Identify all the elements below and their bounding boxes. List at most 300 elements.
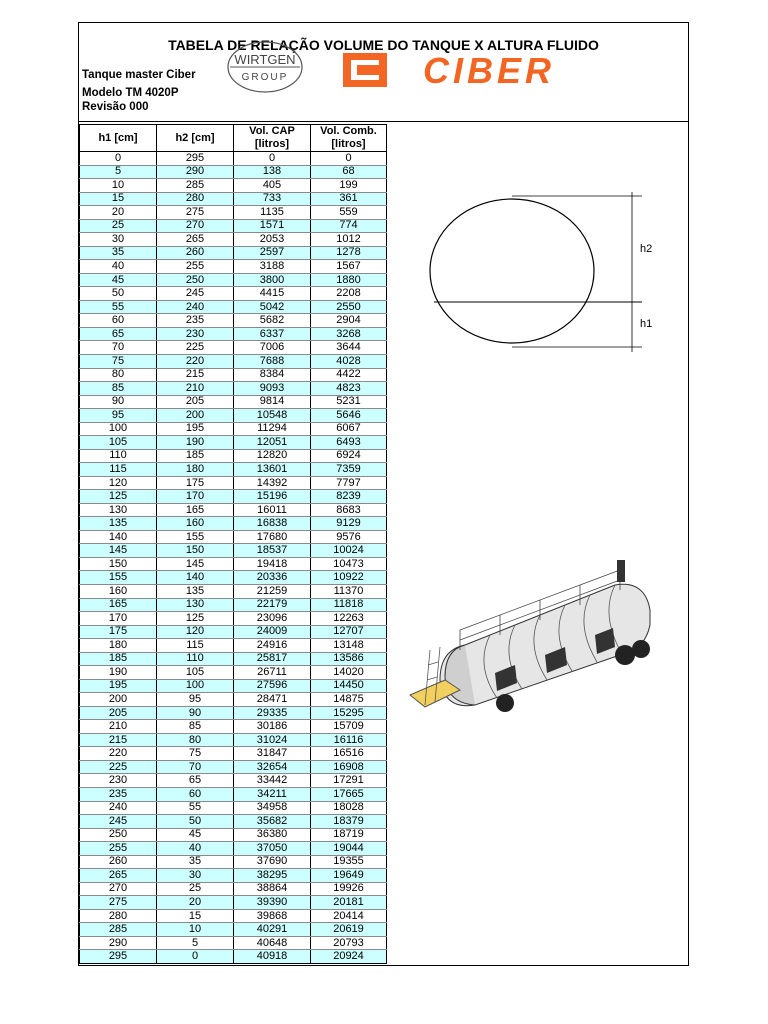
vol-cap-cell: 7688 <box>234 354 311 368</box>
h1-cell: 30 <box>80 233 157 247</box>
table-row <box>80 869 387 883</box>
vol-cap-cell: 3800 <box>234 273 311 287</box>
vol-comb-cell: 10922 <box>311 571 387 585</box>
h2-cell: 200 <box>157 409 234 423</box>
vol-cap-cell: 4415 <box>234 287 311 301</box>
table-row <box>80 354 387 368</box>
table-row <box>80 463 387 477</box>
vol-comb-cell: 559 <box>311 206 387 220</box>
header-h2: h2 [cm] <box>157 125 234 152</box>
vol-comb-cell: 19044 <box>311 842 387 856</box>
vol-comb-cell: 6067 <box>311 422 387 436</box>
h2-cell: 110 <box>157 652 234 666</box>
vol-comb-cell: 1278 <box>311 246 387 260</box>
h1-cell: 120 <box>80 476 157 490</box>
vol-cap-cell: 18537 <box>234 544 311 558</box>
h2-cell: 255 <box>157 260 234 274</box>
tank-model: Modelo TM 4020P <box>82 87 179 99</box>
table-row <box>80 300 387 314</box>
h1-cell: 65 <box>80 327 157 341</box>
table-row <box>80 693 387 707</box>
h2-cell: 140 <box>157 571 234 585</box>
vol-comb-cell: 1880 <box>311 273 387 287</box>
vol-comb-cell: 14450 <box>311 679 387 693</box>
h2-cell: 155 <box>157 530 234 544</box>
table-row <box>80 923 387 937</box>
vol-comb-cell: 3644 <box>311 341 387 355</box>
vol-cap-cell: 5042 <box>234 300 311 314</box>
table-row <box>80 950 387 964</box>
h1-cell: 190 <box>80 666 157 680</box>
vol-comb-cell: 9129 <box>311 517 387 531</box>
table-row <box>80 571 387 585</box>
vol-comb-cell: 18379 <box>311 815 387 829</box>
vol-comb-cell: 19355 <box>311 855 387 869</box>
h2-cell: 125 <box>157 612 234 626</box>
h2-cell: 250 <box>157 273 234 287</box>
vol-comb-cell: 7797 <box>311 476 387 490</box>
vol-cap-cell: 7006 <box>234 341 311 355</box>
vol-comb-cell: 11818 <box>311 598 387 612</box>
h1-cell: 115 <box>80 463 157 477</box>
table-row <box>80 260 387 274</box>
vol-comb-cell: 15709 <box>311 720 387 734</box>
table-row <box>80 639 387 653</box>
vol-cap-cell: 26711 <box>234 666 311 680</box>
h2-cell: 10 <box>157 923 234 937</box>
header-h1: h1 [cm] <box>80 125 157 152</box>
vol-cap-cell: 34211 <box>234 787 311 801</box>
header-vol-comb: Vol. Comb. [litros] <box>311 125 387 152</box>
h1-cell: 130 <box>80 503 157 517</box>
table-row <box>80 747 387 761</box>
h2-cell: 220 <box>157 354 234 368</box>
h1-cell: 75 <box>80 354 157 368</box>
vol-cap-cell: 38864 <box>234 882 311 896</box>
table-row <box>80 490 387 504</box>
table-row <box>80 449 387 463</box>
vol-cap-cell: 138 <box>234 165 311 179</box>
vol-cap-cell: 2597 <box>234 246 311 260</box>
vol-comb-cell: 2550 <box>311 300 387 314</box>
h2-cell: 115 <box>157 639 234 653</box>
vol-cap-cell: 9093 <box>234 382 311 396</box>
h2-cell: 170 <box>157 490 234 504</box>
vol-comb-cell: 4422 <box>311 368 387 382</box>
header-vol-cap: Vol. CAP [litros] <box>234 125 311 152</box>
h2-cell: 270 <box>157 219 234 233</box>
h2-cell: 65 <box>157 774 234 788</box>
h2-cell: 290 <box>157 165 234 179</box>
h2-cell: 190 <box>157 436 234 450</box>
table-row <box>80 409 387 423</box>
h2-cell: 205 <box>157 395 234 409</box>
h2-cell: 30 <box>157 869 234 883</box>
h1-cell: 25 <box>80 219 157 233</box>
svg-text:GROUP: GROUP <box>241 72 289 83</box>
vol-comb-cell: 6493 <box>311 436 387 450</box>
table-row <box>80 476 387 490</box>
vol-comb-cell: 1012 <box>311 233 387 247</box>
table-row <box>80 882 387 896</box>
h2-cell: 215 <box>157 368 234 382</box>
vol-cap-cell: 17680 <box>234 530 311 544</box>
vol-cap-cell: 6337 <box>234 327 311 341</box>
vol-cap-cell: 31847 <box>234 747 311 761</box>
h1-cell: 180 <box>80 639 157 653</box>
h1-cell: 200 <box>80 693 157 707</box>
vol-cap-cell: 13601 <box>234 463 311 477</box>
table-row <box>80 787 387 801</box>
header-divider <box>79 121 688 122</box>
table-row <box>80 517 387 531</box>
vol-comb-cell: 774 <box>311 219 387 233</box>
h1-cell: 235 <box>80 787 157 801</box>
h1-cell: 55 <box>80 300 157 314</box>
vol-comb-cell: 16908 <box>311 760 387 774</box>
h1-cell: 290 <box>80 936 157 950</box>
h1-cell: 100 <box>80 422 157 436</box>
vol-comb-cell: 10473 <box>311 557 387 571</box>
h1-cell: 135 <box>80 517 157 531</box>
vol-comb-cell: 12707 <box>311 625 387 639</box>
vol-cap-cell: 24009 <box>234 625 311 639</box>
table-row <box>80 368 387 382</box>
vol-comb-cell: 10024 <box>311 544 387 558</box>
vol-comb-cell: 15295 <box>311 706 387 720</box>
h2-cell: 275 <box>157 206 234 220</box>
vol-comb-cell: 17665 <box>311 787 387 801</box>
h2-cell: 260 <box>157 246 234 260</box>
h1-cell: 205 <box>80 706 157 720</box>
table-row <box>80 815 387 829</box>
vol-comb-cell: 19649 <box>311 869 387 883</box>
table-row <box>80 273 387 287</box>
vol-cap-cell: 8384 <box>234 368 311 382</box>
vol-cap-cell: 40291 <box>234 923 311 937</box>
vol-cap-cell: 21259 <box>234 585 311 599</box>
h2-cell: 195 <box>157 422 234 436</box>
table-row <box>80 733 387 747</box>
table-row <box>80 625 387 639</box>
h1-cell: 150 <box>80 557 157 571</box>
vol-cap-cell: 1135 <box>234 206 311 220</box>
vol-comb-cell: 68 <box>311 165 387 179</box>
h2-cell: 175 <box>157 476 234 490</box>
table-header-row <box>80 125 387 152</box>
volume-table <box>79 124 387 964</box>
table-row <box>80 842 387 856</box>
h1-cell: 270 <box>80 882 157 896</box>
vol-cap-cell: 20336 <box>234 571 311 585</box>
vol-cap-cell: 14392 <box>234 476 311 490</box>
h1-cell: 275 <box>80 896 157 910</box>
vol-cap-cell: 33442 <box>234 774 311 788</box>
h2-cell: 55 <box>157 801 234 815</box>
vol-comb-cell: 13148 <box>311 639 387 653</box>
vol-comb-cell: 1567 <box>311 260 387 274</box>
table-row <box>80 219 387 233</box>
vol-comb-cell: 14020 <box>311 666 387 680</box>
h1-cell: 175 <box>80 625 157 639</box>
h1-cell: 15 <box>80 192 157 206</box>
h2-cell: 35 <box>157 855 234 869</box>
h2-cell: 210 <box>157 382 234 396</box>
table-row <box>80 287 387 301</box>
table-row <box>80 206 387 220</box>
h1-cell: 35 <box>80 246 157 260</box>
document-sheet <box>78 22 689 966</box>
vol-comb-cell: 20181 <box>311 896 387 910</box>
table-row <box>80 936 387 950</box>
h2-cell: 145 <box>157 557 234 571</box>
h2-cell: 0 <box>157 950 234 964</box>
table-row <box>80 436 387 450</box>
table-row <box>80 855 387 869</box>
vol-comb-cell: 20619 <box>311 923 387 937</box>
h1-cell: 85 <box>80 382 157 396</box>
vol-cap-cell: 11294 <box>234 422 311 436</box>
vol-cap-cell: 12051 <box>234 436 311 450</box>
table-row <box>80 341 387 355</box>
table-row <box>80 774 387 788</box>
h1-cell: 110 <box>80 449 157 463</box>
table-row <box>80 152 387 166</box>
label-h2: h2 <box>640 243 653 255</box>
table-row <box>80 801 387 815</box>
h1-cell: 265 <box>80 869 157 883</box>
vol-comb-cell: 5231 <box>311 395 387 409</box>
vol-cap-cell: 2053 <box>234 233 311 247</box>
vol-comb-cell: 20793 <box>311 936 387 950</box>
vol-comb-cell: 7359 <box>311 463 387 477</box>
h2-cell: 150 <box>157 544 234 558</box>
vol-cap-cell: 0 <box>234 152 311 166</box>
h2-cell: 135 <box>157 585 234 599</box>
vol-comb-cell: 4823 <box>311 382 387 396</box>
vol-comb-cell: 361 <box>311 192 387 206</box>
vol-comb-cell: 18719 <box>311 828 387 842</box>
h2-cell: 50 <box>157 815 234 829</box>
vol-cap-cell: 22179 <box>234 598 311 612</box>
table-row <box>80 422 387 436</box>
table-row <box>80 192 387 206</box>
vol-cap-cell: 37050 <box>234 842 311 856</box>
vol-comb-cell: 17291 <box>311 774 387 788</box>
h1-cell: 295 <box>80 950 157 964</box>
vol-cap-cell: 37690 <box>234 855 311 869</box>
vol-cap-cell: 29335 <box>234 706 311 720</box>
h1-cell: 280 <box>80 909 157 923</box>
table-row <box>80 612 387 626</box>
h2-cell: 25 <box>157 882 234 896</box>
vol-comb-cell: 9576 <box>311 530 387 544</box>
svg-text:CIBER: CIBER <box>422 50 556 90</box>
table-row <box>80 557 387 571</box>
h2-cell: 40 <box>157 842 234 856</box>
vol-cap-cell: 32654 <box>234 760 311 774</box>
vol-cap-cell: 40918 <box>234 950 311 964</box>
h1-cell: 155 <box>80 571 157 585</box>
h2-cell: 105 <box>157 666 234 680</box>
vol-comb-cell: 20924 <box>311 950 387 964</box>
vol-cap-cell: 3188 <box>234 260 311 274</box>
vol-cap-cell: 16011 <box>234 503 311 517</box>
h1-cell: 240 <box>80 801 157 815</box>
tank-trailer-illustration <box>405 555 675 730</box>
vol-cap-cell: 36380 <box>234 828 311 842</box>
vol-cap-cell: 27596 <box>234 679 311 693</box>
tank-name: Tanque master Ciber <box>82 69 196 81</box>
h1-cell: 70 <box>80 341 157 355</box>
table-row <box>80 652 387 666</box>
table-row <box>80 165 387 179</box>
h1-cell: 285 <box>80 923 157 937</box>
h1-cell: 0 <box>80 152 157 166</box>
h2-cell: 100 <box>157 679 234 693</box>
h2-cell: 295 <box>157 152 234 166</box>
vol-comb-cell: 19926 <box>311 882 387 896</box>
h1-cell: 125 <box>80 490 157 504</box>
h2-cell: 180 <box>157 463 234 477</box>
h1-cell: 50 <box>80 287 157 301</box>
vol-cap-cell: 40648 <box>234 936 311 950</box>
table-row <box>80 720 387 734</box>
h2-cell: 285 <box>157 179 234 193</box>
vol-cap-cell: 30186 <box>234 720 311 734</box>
h2-cell: 20 <box>157 896 234 910</box>
vol-cap-cell: 35682 <box>234 815 311 829</box>
h2-cell: 95 <box>157 693 234 707</box>
vol-comb-cell: 2904 <box>311 314 387 328</box>
vol-cap-cell: 12820 <box>234 449 311 463</box>
h1-cell: 185 <box>80 652 157 666</box>
table-row <box>80 503 387 517</box>
vol-cap-cell: 28471 <box>234 693 311 707</box>
h1-cell: 170 <box>80 612 157 626</box>
h1-cell: 145 <box>80 544 157 558</box>
vol-comb-cell: 2208 <box>311 287 387 301</box>
h1-cell: 95 <box>80 409 157 423</box>
table-row <box>80 598 387 612</box>
h1-cell: 140 <box>80 530 157 544</box>
h2-cell: 265 <box>157 233 234 247</box>
vol-comb-cell: 12263 <box>311 612 387 626</box>
vol-comb-cell: 8683 <box>311 503 387 517</box>
vol-cap-cell: 1571 <box>234 219 311 233</box>
vol-comb-cell: 6924 <box>311 449 387 463</box>
vol-cap-cell: 24916 <box>234 639 311 653</box>
vol-comb-cell: 8239 <box>311 490 387 504</box>
vol-cap-cell: 19418 <box>234 557 311 571</box>
vol-comb-cell: 14875 <box>311 693 387 707</box>
h2-cell: 5 <box>157 936 234 950</box>
h2-cell: 85 <box>157 720 234 734</box>
h2-cell: 45 <box>157 828 234 842</box>
table-row <box>80 327 387 341</box>
tank-body <box>440 584 650 705</box>
h2-cell: 245 <box>157 287 234 301</box>
table-row <box>80 909 387 923</box>
table-row <box>80 760 387 774</box>
h2-cell: 130 <box>157 598 234 612</box>
vol-comb-cell: 199 <box>311 179 387 193</box>
table-row <box>80 706 387 720</box>
h1-cell: 220 <box>80 747 157 761</box>
table-row <box>80 382 387 396</box>
h1-cell: 215 <box>80 733 157 747</box>
label-h1: h1 <box>640 318 653 330</box>
tank-cross-section-diagram <box>420 186 660 356</box>
vol-comb-cell: 16516 <box>311 747 387 761</box>
h2-cell: 240 <box>157 300 234 314</box>
h2-cell: 120 <box>157 625 234 639</box>
h2-cell: 230 <box>157 327 234 341</box>
table-row <box>80 828 387 842</box>
vol-cap-cell: 733 <box>234 192 311 206</box>
h1-cell: 260 <box>80 855 157 869</box>
vol-comb-cell: 3268 <box>311 327 387 341</box>
h2-cell: 80 <box>157 733 234 747</box>
vol-cap-cell: 5682 <box>234 314 311 328</box>
table-row <box>80 544 387 558</box>
table-row <box>80 585 387 599</box>
h1-cell: 195 <box>80 679 157 693</box>
table-row <box>80 395 387 409</box>
vol-cap-cell: 405 <box>234 179 311 193</box>
vol-cap-cell: 34958 <box>234 801 311 815</box>
vol-comb-cell: 16116 <box>311 733 387 747</box>
h1-cell: 60 <box>80 314 157 328</box>
vol-cap-cell: 31024 <box>234 733 311 747</box>
h2-cell: 75 <box>157 747 234 761</box>
page-title: TABELA DE RELAÇÃO VOLUME DO TANQUE X ALTURA FLUIDO <box>168 37 599 53</box>
h1-cell: 245 <box>80 815 157 829</box>
vol-cap-cell: 25817 <box>234 652 311 666</box>
vol-comb-cell: 11370 <box>311 585 387 599</box>
vol-comb-cell: 4028 <box>311 354 387 368</box>
vol-cap-cell: 15196 <box>234 490 311 504</box>
exhaust-chimney <box>617 560 625 582</box>
h2-cell: 225 <box>157 341 234 355</box>
h1-cell: 255 <box>80 842 157 856</box>
h2-cell: 60 <box>157 787 234 801</box>
h1-cell: 210 <box>80 720 157 734</box>
table-row <box>80 530 387 544</box>
tank-outline <box>430 199 594 343</box>
h1-cell: 230 <box>80 774 157 788</box>
h1-cell: 105 <box>80 436 157 450</box>
vol-cap-cell: 39390 <box>234 896 311 910</box>
h1-cell: 160 <box>80 585 157 599</box>
table-row <box>80 679 387 693</box>
h2-cell: 165 <box>157 503 234 517</box>
h1-cell: 250 <box>80 828 157 842</box>
vol-cap-cell: 10548 <box>234 409 311 423</box>
vol-comb-cell: 13586 <box>311 652 387 666</box>
h1-cell: 225 <box>80 760 157 774</box>
h2-cell: 160 <box>157 517 234 531</box>
ciber-logo <box>341 50 587 90</box>
h1-cell: 10 <box>80 179 157 193</box>
h1-cell: 45 <box>80 273 157 287</box>
table-row <box>80 246 387 260</box>
h2-cell: 90 <box>157 706 234 720</box>
h2-cell: 235 <box>157 314 234 328</box>
h1-cell: 20 <box>80 206 157 220</box>
wirtgen-logo <box>226 40 304 94</box>
h2-cell: 70 <box>157 760 234 774</box>
